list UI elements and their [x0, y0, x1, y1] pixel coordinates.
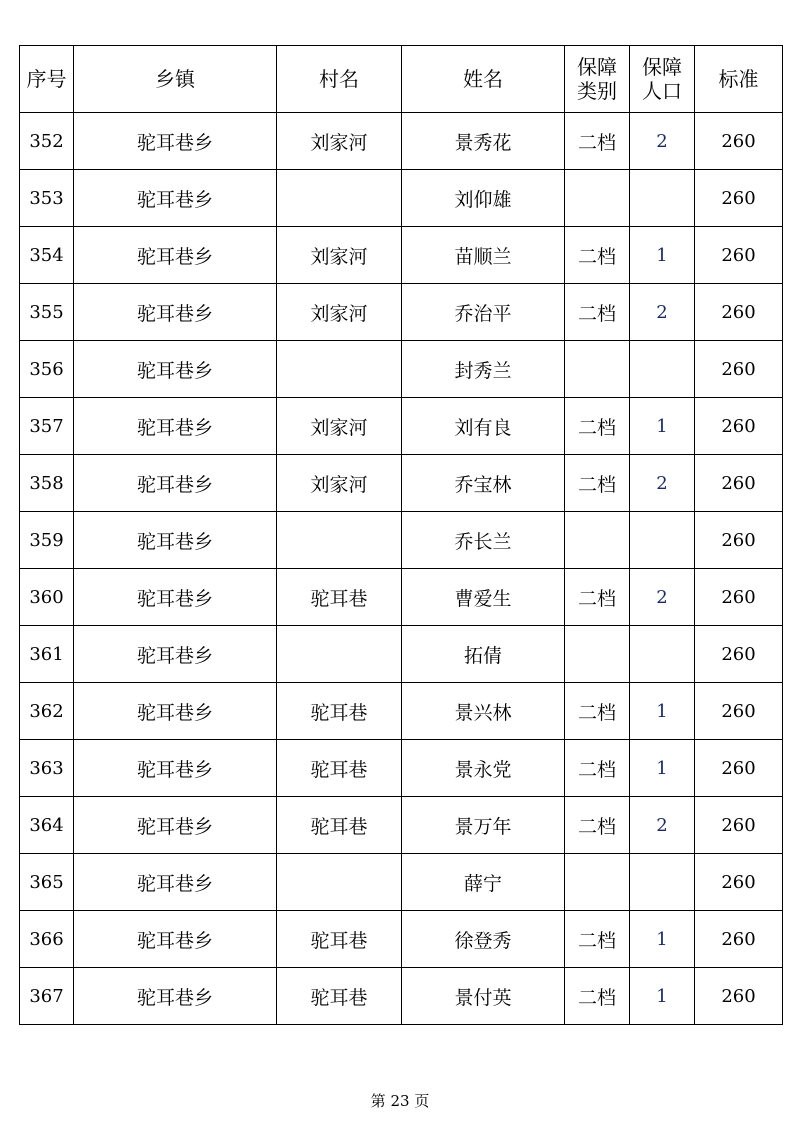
header-people-line2: 人口 [642, 79, 682, 103]
cell-name: 景兴林 [402, 683, 565, 740]
cell-standard: 260 [695, 512, 783, 569]
cell-township: 驼耳巷乡 [74, 569, 277, 626]
cell-township: 驼耳巷乡 [74, 170, 277, 227]
table-row [20, 626, 783, 683]
table-row [20, 398, 783, 455]
cell-township: 驼耳巷乡 [74, 512, 277, 569]
cell-name: 刘仰雄 [402, 170, 565, 227]
cell-seq: 353 [20, 170, 74, 227]
cell-people: 1 [630, 398, 695, 455]
cell-village [277, 341, 402, 398]
page-number: 23 [390, 1092, 410, 1110]
cell-township: 驼耳巷乡 [74, 626, 277, 683]
footer-prefix: 第 [370, 1092, 386, 1110]
table-row [20, 170, 783, 227]
cell-category: 二档 [565, 569, 630, 626]
page-footer [0, 1090, 800, 1111]
cell-name: 拓倩 [402, 626, 565, 683]
cell-standard: 260 [695, 170, 783, 227]
cell-people: 2 [630, 284, 695, 341]
cell-people: 1 [630, 968, 695, 1025]
table-row [20, 854, 783, 911]
cell-category [565, 854, 630, 911]
cell-village [277, 512, 402, 569]
cell-category: 二档 [565, 455, 630, 512]
cell-township: 驼耳巷乡 [74, 740, 277, 797]
cell-township: 驼耳巷乡 [74, 227, 277, 284]
cell-seq: 354 [20, 227, 74, 284]
table-row [20, 227, 783, 284]
cell-people: 2 [630, 113, 695, 170]
cell-people [630, 170, 695, 227]
cell-township: 驼耳巷乡 [74, 854, 277, 911]
cell-name: 苗顺兰 [402, 227, 565, 284]
header-category-line1: 保障 [577, 55, 617, 79]
header-name: 姓名 [402, 46, 565, 113]
cell-village: 驼耳巷 [277, 683, 402, 740]
cell-seq: 367 [20, 968, 74, 1025]
cell-township: 驼耳巷乡 [74, 113, 277, 170]
table-row [20, 797, 783, 854]
cell-category [565, 512, 630, 569]
cell-township: 驼耳巷乡 [74, 797, 277, 854]
cell-standard: 260 [695, 284, 783, 341]
cell-name: 徐登秀 [402, 911, 565, 968]
cell-village [277, 626, 402, 683]
table-row [20, 341, 783, 398]
cell-name: 封秀兰 [402, 341, 565, 398]
cell-category [565, 626, 630, 683]
cell-name: 景万年 [402, 797, 565, 854]
cell-seq: 360 [20, 569, 74, 626]
cell-standard: 260 [695, 854, 783, 911]
table-row [20, 740, 783, 797]
cell-seq: 366 [20, 911, 74, 968]
cell-township: 驼耳巷乡 [74, 341, 277, 398]
cell-village: 刘家河 [277, 398, 402, 455]
cell-standard: 260 [695, 569, 783, 626]
cell-seq: 365 [20, 854, 74, 911]
cell-category: 二档 [565, 740, 630, 797]
cell-people: 2 [630, 569, 695, 626]
cell-name: 景永党 [402, 740, 565, 797]
cell-standard: 260 [695, 113, 783, 170]
cell-seq: 357 [20, 398, 74, 455]
cell-people [630, 341, 695, 398]
cell-category: 二档 [565, 227, 630, 284]
cell-seq: 359 [20, 512, 74, 569]
cell-seq: 363 [20, 740, 74, 797]
table-row [20, 968, 783, 1025]
cell-name: 薛宁 [402, 854, 565, 911]
cell-category: 二档 [565, 398, 630, 455]
cell-township: 驼耳巷乡 [74, 284, 277, 341]
header-category [565, 46, 630, 113]
cell-village: 刘家河 [277, 227, 402, 284]
cell-village: 驼耳巷 [277, 968, 402, 1025]
cell-people: 1 [630, 740, 695, 797]
cell-township: 驼耳巷乡 [74, 911, 277, 968]
cell-category: 二档 [565, 911, 630, 968]
cell-category: 二档 [565, 968, 630, 1025]
cell-standard: 260 [695, 455, 783, 512]
cell-seq: 364 [20, 797, 74, 854]
cell-standard: 260 [695, 341, 783, 398]
cell-village: 驼耳巷 [277, 911, 402, 968]
cell-category: 二档 [565, 797, 630, 854]
cell-standard: 260 [695, 626, 783, 683]
cell-village: 刘家河 [277, 284, 402, 341]
table-row [20, 284, 783, 341]
header-people [630, 46, 695, 113]
cell-township: 驼耳巷乡 [74, 968, 277, 1025]
table-row [20, 683, 783, 740]
cell-category: 二档 [565, 113, 630, 170]
cell-category [565, 341, 630, 398]
cell-village [277, 854, 402, 911]
table-row [20, 569, 783, 626]
cell-people [630, 512, 695, 569]
cell-township: 驼耳巷乡 [74, 455, 277, 512]
cell-people [630, 854, 695, 911]
cell-category: 二档 [565, 284, 630, 341]
cell-standard: 260 [695, 398, 783, 455]
cell-name: 乔长兰 [402, 512, 565, 569]
cell-village: 刘家河 [277, 113, 402, 170]
cell-seq: 356 [20, 341, 74, 398]
footer-suffix: 页 [414, 1092, 430, 1110]
table-row [20, 911, 783, 968]
header-people-line1: 保障 [642, 55, 682, 79]
cell-people: 1 [630, 911, 695, 968]
cell-name: 曹爱生 [402, 569, 565, 626]
roster-table [19, 45, 783, 1025]
cell-standard: 260 [695, 740, 783, 797]
cell-seq: 362 [20, 683, 74, 740]
cell-village [277, 170, 402, 227]
cell-township: 驼耳巷乡 [74, 398, 277, 455]
cell-name: 乔宝林 [402, 455, 565, 512]
cell-people: 2 [630, 455, 695, 512]
cell-category [565, 170, 630, 227]
cell-people: 1 [630, 683, 695, 740]
header-seq: 序号 [20, 46, 74, 113]
cell-township: 驼耳巷乡 [74, 683, 277, 740]
cell-people [630, 626, 695, 683]
cell-name: 乔治平 [402, 284, 565, 341]
cell-people: 2 [630, 797, 695, 854]
cell-village: 驼耳巷 [277, 797, 402, 854]
cell-village: 刘家河 [277, 455, 402, 512]
header-standard: 标准 [695, 46, 783, 113]
cell-standard: 260 [695, 968, 783, 1025]
cell-standard: 260 [695, 227, 783, 284]
cell-seq: 361 [20, 626, 74, 683]
header-township: 乡镇 [74, 46, 277, 113]
cell-name: 景付英 [402, 968, 565, 1025]
cell-name: 景秀花 [402, 113, 565, 170]
cell-standard: 260 [695, 797, 783, 854]
table-row [20, 113, 783, 170]
header-row [20, 46, 783, 113]
header-category-line2: 类别 [577, 79, 617, 103]
cell-seq: 358 [20, 455, 74, 512]
table-row [20, 455, 783, 512]
cell-village: 驼耳巷 [277, 740, 402, 797]
cell-standard: 260 [695, 911, 783, 968]
cell-standard: 260 [695, 683, 783, 740]
header-village: 村名 [277, 46, 402, 113]
cell-village: 驼耳巷 [277, 569, 402, 626]
cell-seq: 352 [20, 113, 74, 170]
table-row [20, 512, 783, 569]
cell-name: 刘有良 [402, 398, 565, 455]
cell-seq: 355 [20, 284, 74, 341]
cell-category: 二档 [565, 683, 630, 740]
cell-people: 1 [630, 227, 695, 284]
